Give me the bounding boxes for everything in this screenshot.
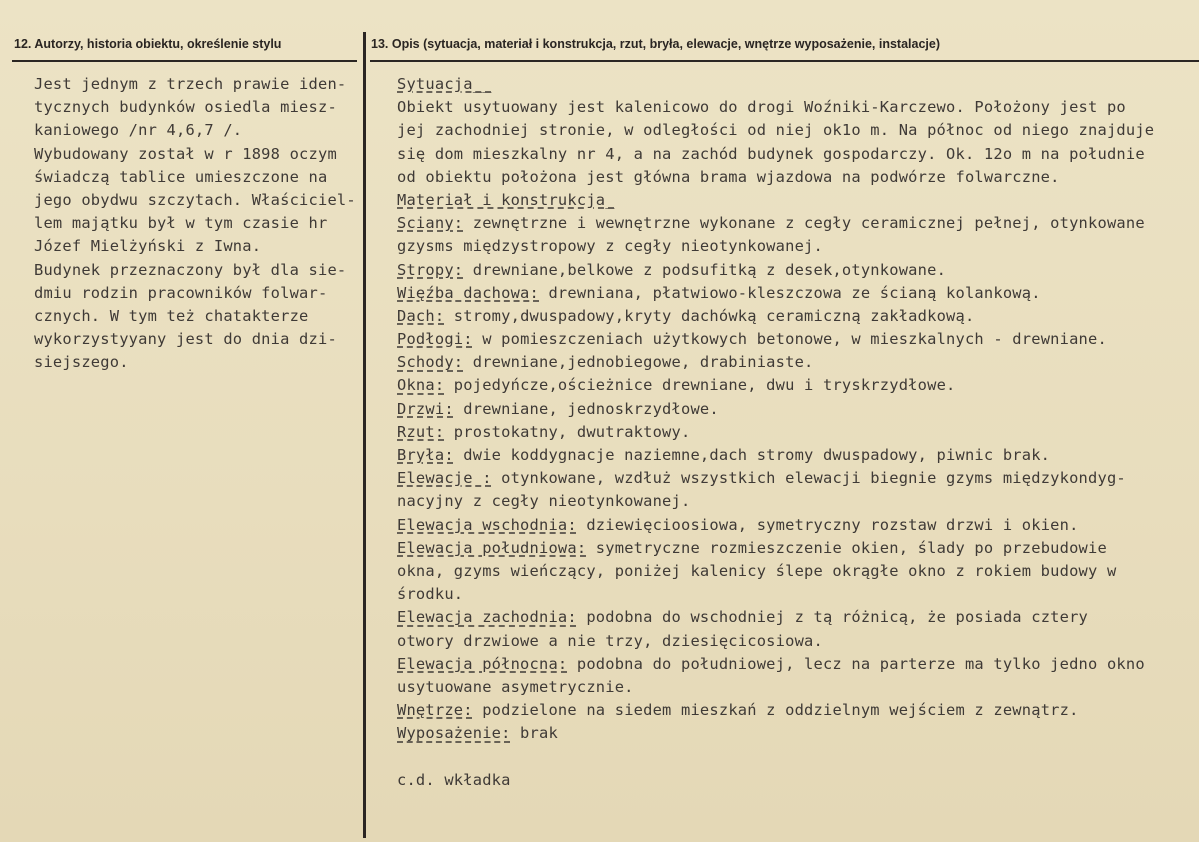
description-text-run: stromy,dwuspadowy,kryty dachówką ceramiczną zakładkową. (444, 306, 975, 325)
description-line (397, 328, 1197, 351)
section-heading: Sciany: (397, 214, 464, 233)
description-text-run: dwie koddygnacje naziemne,dach stromy dwuspadowy, piwnic brak. (453, 446, 1051, 464)
description-line (397, 537, 1197, 560)
history-line: Jest jednym z trzech prawie iden- (34, 75, 347, 93)
section-heading: Wyposażenie: (397, 724, 511, 743)
description-text-run: nacyjny z cegły nieotynkowanej. (397, 492, 691, 511)
history-line: wykorzystyyany jest do dnia dzi- (34, 330, 337, 349)
section-heading: Podłogi: (397, 330, 473, 349)
section-heading: Rzut: (397, 422, 445, 441)
description-line (397, 166, 1197, 189)
description-text-run: brak (510, 724, 558, 743)
history-line: cznych. W tym też chatakterze (34, 306, 309, 325)
section-heading: Elewacja wschodnia: (397, 515, 577, 534)
description-line (397, 259, 1197, 282)
section-heading: Drzwi: (397, 399, 454, 418)
description-text-run: środku. (397, 585, 464, 604)
history-line: siejszego. (34, 353, 129, 372)
description-text (397, 73, 1197, 792)
description-text-run: symetryczne rozmieszczenie okien, ślady po przebudowie (586, 538, 1107, 557)
description-line (397, 212, 1197, 235)
description-line (397, 235, 1197, 258)
description-line (397, 560, 1197, 583)
description-line (397, 653, 1197, 676)
section-heading: Elewacja północna: (397, 654, 568, 673)
section-heading: Elewacje : (397, 469, 492, 488)
description-line (397, 143, 1197, 166)
description-text-run: podobna do wschodniej z tą różnicą, że posiada cztery (576, 608, 1089, 627)
description-text-run: podobna do południowej, lecz na parterze ma tylko jedno okno (567, 654, 1145, 673)
description-text-run: drewniane, jednoskrzydłowe. (453, 399, 719, 418)
section-heading: Materiał i konstrukcja_ (397, 190, 615, 209)
section-heading: Elewacja południowa: (397, 538, 587, 557)
description-text-run: drewniana, płatwiowo-kleszczowa ze ścianą kolankową. (539, 283, 1041, 302)
description-line (397, 769, 1197, 792)
description-line (397, 467, 1197, 490)
section-13-header: 13. Opis (sytuacja, materiał i konstrukcja, rzut, bryła, elewacje, wnętrze wyposażenie, instalacje) (371, 37, 940, 51)
description-line (397, 119, 1197, 142)
description-line (397, 96, 1197, 119)
history-line: Wybudowany został w r 1898 oczym (34, 144, 337, 163)
description-text-run: usytuowane asymetrycznie. (397, 677, 634, 696)
description-line (397, 73, 1197, 96)
section-heading: Bryła: (397, 446, 454, 464)
description-line (397, 745, 1197, 768)
description-line (397, 722, 1197, 745)
description-line (397, 490, 1197, 513)
history-line: kaniowego /nr 4,6,7 /. (34, 121, 243, 140)
header-rule-left (12, 60, 357, 62)
history-line: jego obydwu szczytach. Właściciel- (34, 190, 356, 209)
description-text-run: okna, gzyms wieńczący, poniżej kalenicy ślepe okrągłe okno z rokiem budowy w (397, 561, 1117, 580)
section-heading: Schody: (397, 353, 464, 372)
description-line (397, 421, 1197, 444)
history-line: świadczą tablice umieszczone na (34, 167, 328, 186)
section-12-header: 12. Autorzy, historia obiektu, określenie stylu (14, 37, 282, 51)
history-line: tycznych budynków osiedla miesz- (34, 98, 337, 117)
description-line (397, 699, 1197, 722)
description-line (397, 351, 1197, 374)
description-line (397, 282, 1197, 305)
description-line (397, 514, 1197, 537)
description-text-run: gzysms międzystropowy z cegły nieotynkowanej. (397, 237, 823, 256)
section-heading: Więźba dachowa: (397, 283, 539, 302)
section-heading: Sytuacja__ (397, 75, 492, 93)
description-line (397, 583, 1197, 606)
description-line (397, 305, 1197, 328)
description-line (397, 630, 1197, 653)
description-text-run: w pomieszczeniach użytkowych betonowe, w mieszkalnych - drewniane. (472, 330, 1107, 349)
section-heading: Stropy: (397, 260, 464, 279)
description-line (397, 676, 1197, 699)
history-text (34, 73, 364, 374)
description-text-run: otwory drzwiowe a nie trzy, dziesięcicosiowa. (397, 631, 823, 650)
description-line (397, 606, 1197, 629)
description-line (397, 444, 1197, 467)
description-text-run: prostokatny, dwutraktowy. (444, 422, 691, 441)
header-rule-right (370, 60, 1199, 62)
description-text-run: od obiektu położona jest główna brama wjazdowa na podwórze folwarczne. (397, 167, 1060, 186)
section-heading: Elewacja zachodnia: (397, 608, 577, 627)
history-line: dmiu rodzin pracowników folwar- (34, 283, 328, 302)
history-line: Józef Mielżyński z Iwna. (34, 237, 262, 256)
section-heading: Okna: (397, 376, 445, 395)
section-heading: Dach: (397, 306, 445, 325)
description-line (397, 374, 1197, 397)
description-text-run: zewnętrzne i wewnętrzne wykonane z cegły ceramicznej pełnej, otynkowane (463, 214, 1145, 233)
description-line (397, 398, 1197, 421)
history-line: lem majątku był w tym czasie hr (34, 214, 328, 233)
description-text-run: jej zachodniej stronie, w odległości od niej ok1o m. Na północ od niego znajduje (397, 121, 1155, 140)
description-text-run: dziewięcioosiowa, symetryczny rozstaw drzwi i okien. (576, 515, 1079, 534)
description-text-run: otynkowane, wzdłuż wszystkich elewacji biegnie gzyms międzykondyg- (491, 469, 1126, 488)
history-line: Budynek przeznaczony był dla sie- (34, 260, 347, 279)
description-text-run: c.d. wkładka (397, 770, 511, 789)
description-text-run: drewniane,belkowe z podsufitką z desek,otynkowane. (463, 260, 947, 279)
description-text-run: się dom mieszkalny nr 4, a na zachód budynek gospodarczy. Ok. 12o m na południe (397, 144, 1145, 163)
description-line (397, 189, 1197, 212)
section-heading: Wnętrze: (397, 701, 473, 720)
description-text-run: pojedyńcze,ościeżnice drewniane, dwu i tryskrzydłowe. (444, 376, 956, 395)
description-text-run: drewniane,jednobiegowe, drabiniaste. (463, 353, 814, 372)
description-text-run: Obiekt usytuowany jest kalenicowo do drogi Woźniki-Karczewo. Położony jest po (397, 98, 1126, 117)
description-text-run: podzielone na siedem mieszkań z oddzielnym wejściem z zewnątrz. (472, 701, 1079, 720)
